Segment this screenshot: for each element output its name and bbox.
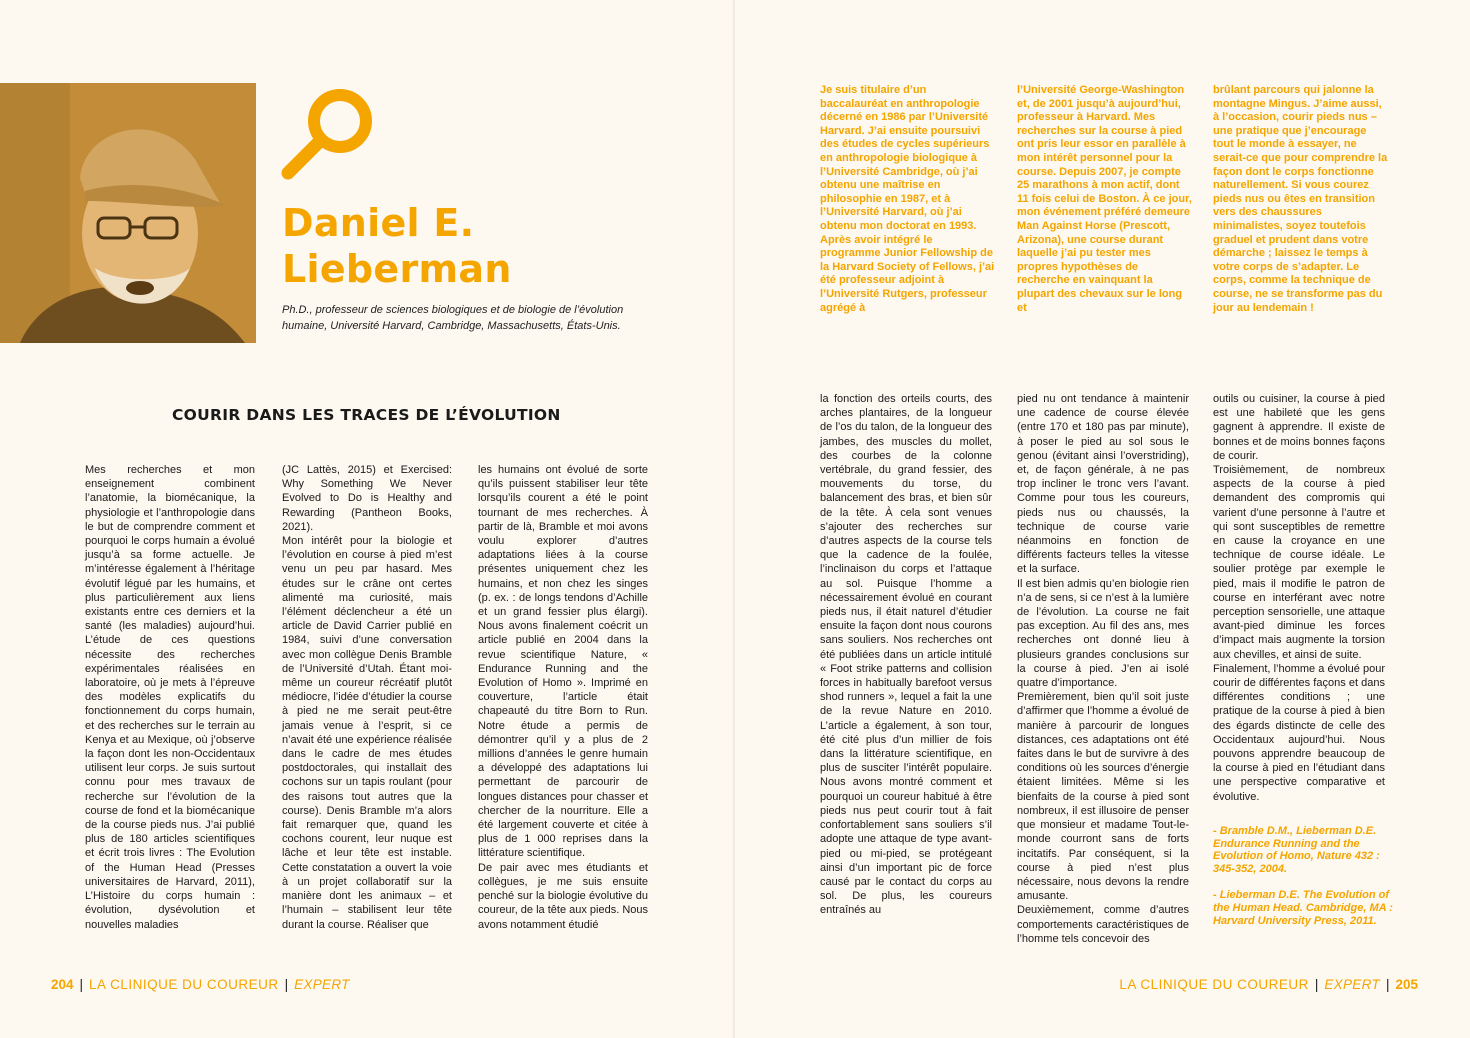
- footer-separator: |: [1385, 977, 1390, 992]
- references: [1213, 825, 1393, 941]
- author-portrait: [0, 83, 256, 343]
- body-column-2: [282, 463, 452, 932]
- body-column-1: [85, 463, 255, 932]
- footer-separator: |: [1314, 977, 1319, 992]
- article-heading: COURIR DANS LES TRACES DE L’ÉVOLUTION: [172, 406, 561, 424]
- body-column-4: [820, 392, 992, 918]
- paragraph: Il est bien admis qu’en biologie rien n’a de sens, si ce n’est à la lumière de l’évolution. La course ne fait pas exception. Au fil des ans, mes recherches ont donné lieu à plusieurs grandes conclusions sur la course à pied. J’en ai isolé quatre d’importance.: [1017, 577, 1189, 690]
- bio-text: Je suis titulaire d’un baccalauréat en anthropologie décerné en 1986 par l’Université Harvard. J’ai ensuite poursuivi des études de cycles supérieurs en anthropologie biologique à l’Université Cambridge, où j’ai obtenu une maîtrise en philosophie en 1987, et à l’Université Harvard, où j’ai obtenu mon doctorat en 1993. Après avoir intégré le programme Junior Fellowship de la Harvard Society of Fellows, j’ai été professeur adjoint à l’Université Rutgers, professeur agrégé à: [820, 84, 995, 314]
- footer-section: EXPERT: [1324, 977, 1380, 992]
- paragraph: Premièrement, bien qu’il soit juste d’affirmer que l’homme a évolué de manière à parcourir de longues distances, ces adaptations ont été faites dans le but de survivre à des conditions où les sources d’énergie étaient limitées. Même si les bienfaits de la course à pied sont nombreux, il est illusoire de penser que monsieur et madame Tout-le-monde courront sans de forts incitatifs. Par conséquent, si la course à pied n’est plus nécessaire, nous devons la rendre amusante.: [1017, 691, 1189, 903]
- bio-column-2: [1017, 84, 1192, 315]
- author-credentials: Ph.D., professeur de sciences biologiques et de biologie de l’évolution humaine, Université Harvard, Cambridge, Massachusetts, États-Unis.: [282, 304, 624, 332]
- footer-left: [51, 977, 350, 992]
- paragraph: pied nu ont tendance à maintenir une cadence de course élevée (entre 170 et 180 pas par minute), à poser le pied au sol sous le genou (évitant ainsi l’overstriding), et, de façon générale, à ne pas trop incliner le tronc vers l’avant. Comme pour tous les coureurs, pieds nus ou chaussés, la technique de course varie néanmoins en fonction de différents facteurs telles la vitesse et la surface.: [1017, 393, 1189, 576]
- paragraph: (JC Lattès, 2015) et Exercised: Why Something We Never Evolved to Do is Healthy and Rewarding (Pantheon Books, 2021).: [282, 464, 452, 533]
- author-name-line1: Daniel E.: [282, 201, 475, 245]
- paragraph: Finalement, l’homme a évolué pour courir de différentes façons et dans différentes conditions ; une pratique de la course à pied à bien des égards distincte de celle des Occidentaux aujourd’hui. Nous pouvons apprendre beaucoup de la course à pied en l’étudiant dans une perspective comparative et évolutive.: [1213, 662, 1385, 803]
- paragraph: outils ou cuisiner, la course à pied est une habileté que les gens gagnent à apprendre. Il existe de bonnes et de moins bonnes façons de courir.: [1213, 393, 1385, 462]
- paragraph: Troisièmement, de nombreux aspects de la course à pied demandent des compromis qui varient d’une personne à l’autre et qui sont susceptibles de remettre en cause la croyance en une technique de course idéale. Le soulier protège par exemple le pied, mais il modifie le patron de course en interférant avec notre perception sensorielle, une attaque avant-pied diminue les forces d’impact mais augmente la torsion aux chevilles, et ainsi de suite.: [1213, 464, 1385, 661]
- paragraph: De pair avec mes étudiants et collègues, je me suis ensuite penché sur la biologie évolutive du coureur, de la tête aux pieds. Nous avons notamment étudié: [478, 861, 648, 931]
- author-name-line2: Lieberman: [282, 247, 512, 291]
- footer-title: LA CLINIQUE DU COUREUR: [1119, 977, 1309, 992]
- bio-column-3: [1213, 84, 1388, 315]
- footer-separator: |: [79, 977, 84, 992]
- reference-item: - Bramble D.M., Lieberman D.E. Endurance Running and the Evolution of Homo, Nature 432 : 345-352, 2004.: [1213, 825, 1380, 875]
- paragraph: Deuxièmement, comme d’autres comportements caractéristiques de l’homme tels concevoir des: [1017, 904, 1189, 945]
- body-column-3: [478, 463, 648, 932]
- paragraph: les humains ont évolué de sorte qu’ils puissent stabiliser leur tête lorsqu’ils courent a été le point tournant de mes recherches. À partir de là, Bramble et moi avons voulu explorer d’autres adaptations liées à la course présentes uniquement chez les humains, et non chez les singes (p. ex. : de longs tendons d’Achille et un grand fessier plus élargi). Nous avons finalement coécrit un article publié en 2004 dans la revue scientifique Nature, « Endurance Running and the Evolution of Homo ». Imprimé en couverture, l’article était chapeauté du titre Born to Run. Notre étude a permis de démontrer qu’il y a plus de 2 millions d’années le genre humain a développé des adaptations lui permettant de parcourir de longues distances pour chasser et chercher de la nourriture. Elle a été largement couverte et citée à plus de 1 000 reprises dans la littérature scientifique.: [478, 464, 648, 860]
- page-number: 205: [1395, 977, 1418, 992]
- bio-text: l’Université George-Washington et, de 2001 jusqu’à aujourd’hui, professeur à Harvard. Mes recherches sur la course à pied ont pris leur essor en parallèle à mon intérêt personnel pour la course. Depuis 2007, je compte 25 marathons à mon actif, dont 11 fois celui de Boston. À ce jour, mon événement préféré demeure Man Against Horse (Prescott, Arizona), une course durant laquelle j’ai pu tester mes propres hypothèses de recherche en vainquant la plupart des chevaux sur le long et: [1017, 84, 1192, 314]
- reference-item: - Lieberman D.E. The Evolution of the Human Head. Cambridge, MA : Harvard University Press, 2011.: [1213, 889, 1393, 927]
- footer-title: LA CLINIQUE DU COUREUR: [89, 977, 279, 992]
- paragraph: Mon intérêt pour la biologie et l’évolution en course à pied m’est venu un peu par hasard. Mes études sur le crâne ont certes alimenté ma curiosité, mais l’élément déclencheur a été un article de David Carrier publié en 1984, suivi d’une conversation avec mon collègue Denis Bramble de l’Université d’Utah. Étant moi-même un coureur récréatif plutôt médiocre, l’idée d’étudier la course à pied ne me serait peut-être jamais venue à l’esprit, si ce n’avait été une expérience réalisée dans le cadre de mes études postdoctorales, qui installait des cochons sur un tapis roulant (pour des raisons tout autres que la course). Denis Bramble m’a alors fait remarquer que, quand les cochons courent, leur nuque est lâche et leur tête est instable. Cette constatation a ouvert la voie à un projet collaboratif sur la manière dont les animaux – et l’humain – stabilisent leur tête durant la course. Réaliser que: [282, 535, 453, 931]
- body-column-6: [1213, 392, 1385, 804]
- magnifier-icon: [280, 83, 380, 183]
- page-number: 204: [51, 977, 74, 992]
- paragraph: la fonction des orteils courts, des arches plantaires, de la longueur de l’os du talon, de la longueur des jambes, des muscles du mollet, des courbes de la colonne vertébrale, du grand fessier, des mouvements du torse, du balancement des bras, et bien sûr de la tête. À cela sont venues s’ajouter des recherches sur d’autres aspects de la course tels que la cadence de la foulée, l’inclinaison du corps et l’attaque au sol. Puisque l’homme a nécessairement évolué en courant pieds nus, il était naturel d’étudier ensuite la façon dont nous courons sans souliers. Nos recherches ont été publiées dans un article intitulé « Foot strike patterns and collision forces in habitually barefoot versus shod runners », lequel a fait la une de la revue Nature en 2010. L’article a également, à son tour, été cité plus d’un millier de fois dans la littérature scientifique, en plus de susciter l’intérêt populaire. Nous avons montré comment et pourquoi un coureur habitué à être pieds nus peut courir tout à fait confortablement sans souliers s’il adopte une attaque de type avant-pied ou mi-pied, se protégeant ainsi d’un important pic de force causé par le contact du corps au sol. De plus, les coureurs entraînés au: [820, 393, 992, 917]
- footer-section: EXPERT: [294, 977, 350, 992]
- footer-separator: |: [284, 977, 289, 992]
- paragraph: Mes recherches et mon enseignement combinent l’anatomie, la biomécanique, la physiologie et l’anthropologie dans le but de comprendre comment et pourquoi le corps humain a évolué jusqu’à sa forme actuelle. Je m’intéresse également à l’héritage évolutif légué par les humains, et plus particulièrement aux liens existants entre ces derniers et la santé (les maladies) aujourd’hui. L’étude de ces questions nécessite des recherches expérimentales réalisées en laboratoire, où je mets à l’épreuve des modèles explicatifs du fonctionnement du corps humain, et des recherches sur le terrain au Kenya et au Mexique, où j’observe la façon dont les non-Occidentaux utilisent leur corps. Je suis surtout connu pour mes travaux de recherche sur l’évolution de la course de fond et la biomécanique de la course pieds nus. J’ai publié plus de 180 articles scientifiques et écrit trois livres : The Evolution of the Human Head (Presses universitaires de Harvard, 2011), L’Histoire du corps humain : évolution, dysévolution et nouvelles maladies: [85, 464, 255, 931]
- bio-text: brûlant parcours qui jalonne la montagne Mingus. J’aime aussi, à l’occasion, courir pieds nus – une pratique que j’encourage tout le monde à essayer, ne serait-ce que pour comprendre la façon dont le corps fonctionne naturellement. Si vous courez pieds nus ou êtes en transition vers des chaussures minimalistes, soyez toutefois graduel et prudent dans votre démarche ; laissez le temps à votre corps de s’adapter. Le corps, comme la technique de course, ne se transforme pas du jour au lendemain !: [1213, 84, 1388, 314]
- author-name: [282, 200, 512, 292]
- bio-column-1: [820, 84, 995, 315]
- footer-right: [1119, 977, 1418, 992]
- body-column-5: [1017, 392, 1189, 946]
